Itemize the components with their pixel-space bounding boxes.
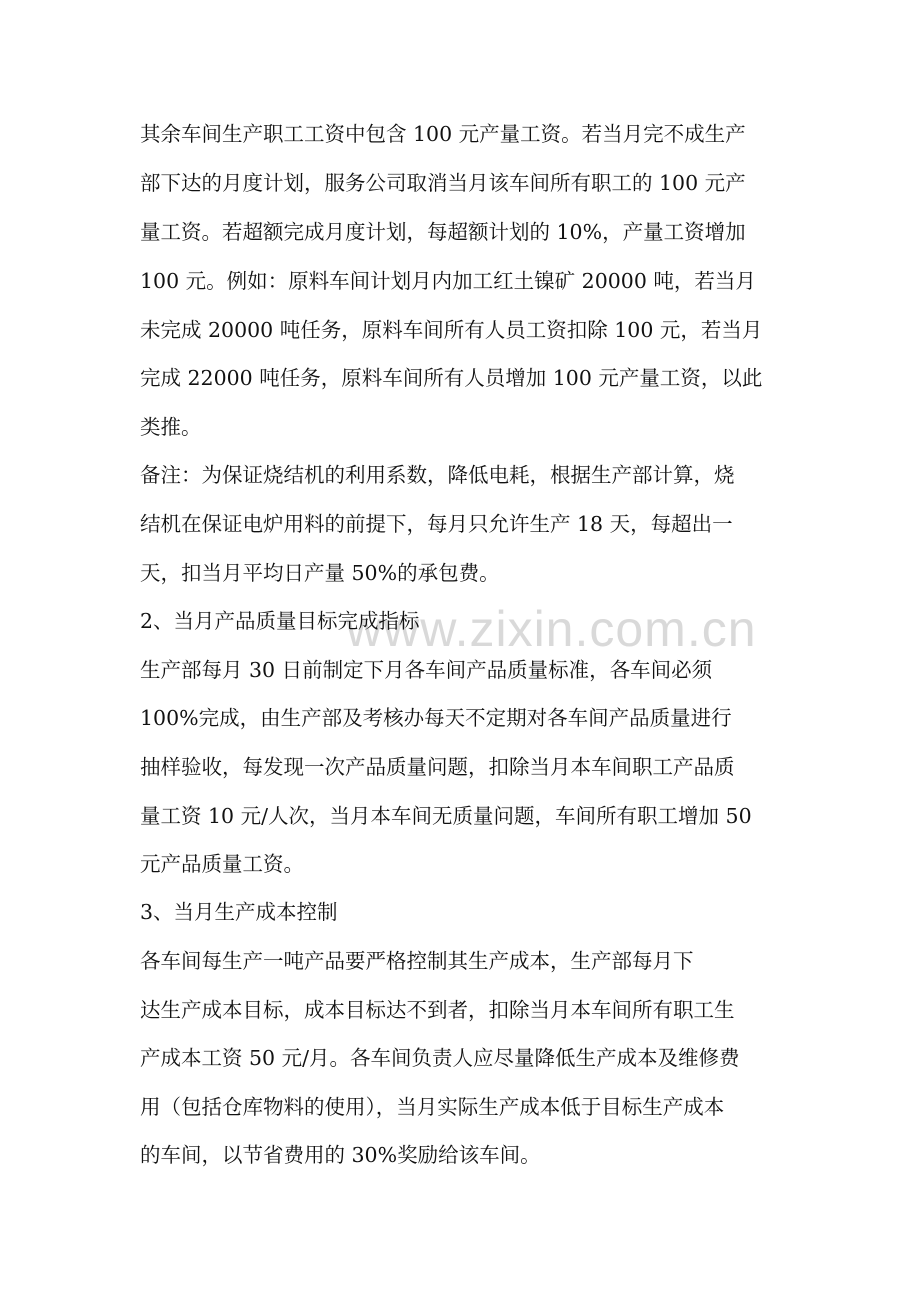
text-line: 达生产成本目标，成本目标达不到者，扣除当月本车间所有职工生 xyxy=(140,998,735,1022)
text-line: 产成本工资 50 元/月。各车间负责人应尽量降低生产成本及维修费 xyxy=(140,1046,740,1070)
text-line: 抽样验收，每发现一次产品质量问题，扣除当月本车间职工产品质 xyxy=(140,755,735,779)
section-heading: 3、当月生产成本控制 xyxy=(140,900,338,924)
text-line: 各车间每生产一吨产品要严格控制其生产成本，生产部每月下 xyxy=(140,949,694,973)
text-line: 结机在保证电炉用料的前提下，每月只允许生产 18 天，每超出一 xyxy=(140,512,733,536)
text-line: 生产部每月 30 日前制定下月各车间产品质量标准，各车间必须 xyxy=(140,658,713,682)
text-line: 天，扣当月平均日产量 50%的承包费。 xyxy=(140,561,500,585)
text-line: 量工资 10 元/人次，当月本车间无质量问题，车间所有职工增加 50 xyxy=(140,804,752,828)
text-line: 100%完成，由生产部及考核办每天不定期对各车间产品质量进行 xyxy=(140,706,732,730)
text-line: 未完成 20000 吨任务，原料车间所有人员工资扣除 100 元，若当月 xyxy=(140,318,763,342)
text-line: 部下达的月度计划，服务公司取消当月该车间所有职工的 100 元产 xyxy=(140,171,746,195)
text-line: 其余车间生产职工工资中包含 100 元产量工资。若当月完不成生产 xyxy=(140,122,746,146)
text-line: 类推。 xyxy=(140,415,202,439)
text-line: 量工资。若超额完成月度计划，每超额计划的 10%，产量工资增加 xyxy=(140,220,746,244)
text-line: 用（包括仓库物料的使用），当月实际生产成本低于目标生产成本 xyxy=(140,1095,725,1119)
text-line: 完成 22000 吨任务，原料车间所有人员增加 100 元产量工资，以此 xyxy=(140,366,763,390)
text-line: 的车间，以节省费用的 30%奖励给该车间。 xyxy=(140,1143,541,1167)
text-line: 100 元。例如：原料车间计划月内加工红土镍矿 20000 吨，若当月 xyxy=(140,269,756,293)
text-line: 元产品质量工资。 xyxy=(140,852,304,876)
watermark: www.zixin.com.cn xyxy=(346,601,757,657)
section-heading: 2、当月产品质量目标完成指标 xyxy=(140,609,420,633)
text-line: 备注：为保证烧结机的利用系数，降低电耗，根据生产部计算，烧 xyxy=(140,463,735,487)
